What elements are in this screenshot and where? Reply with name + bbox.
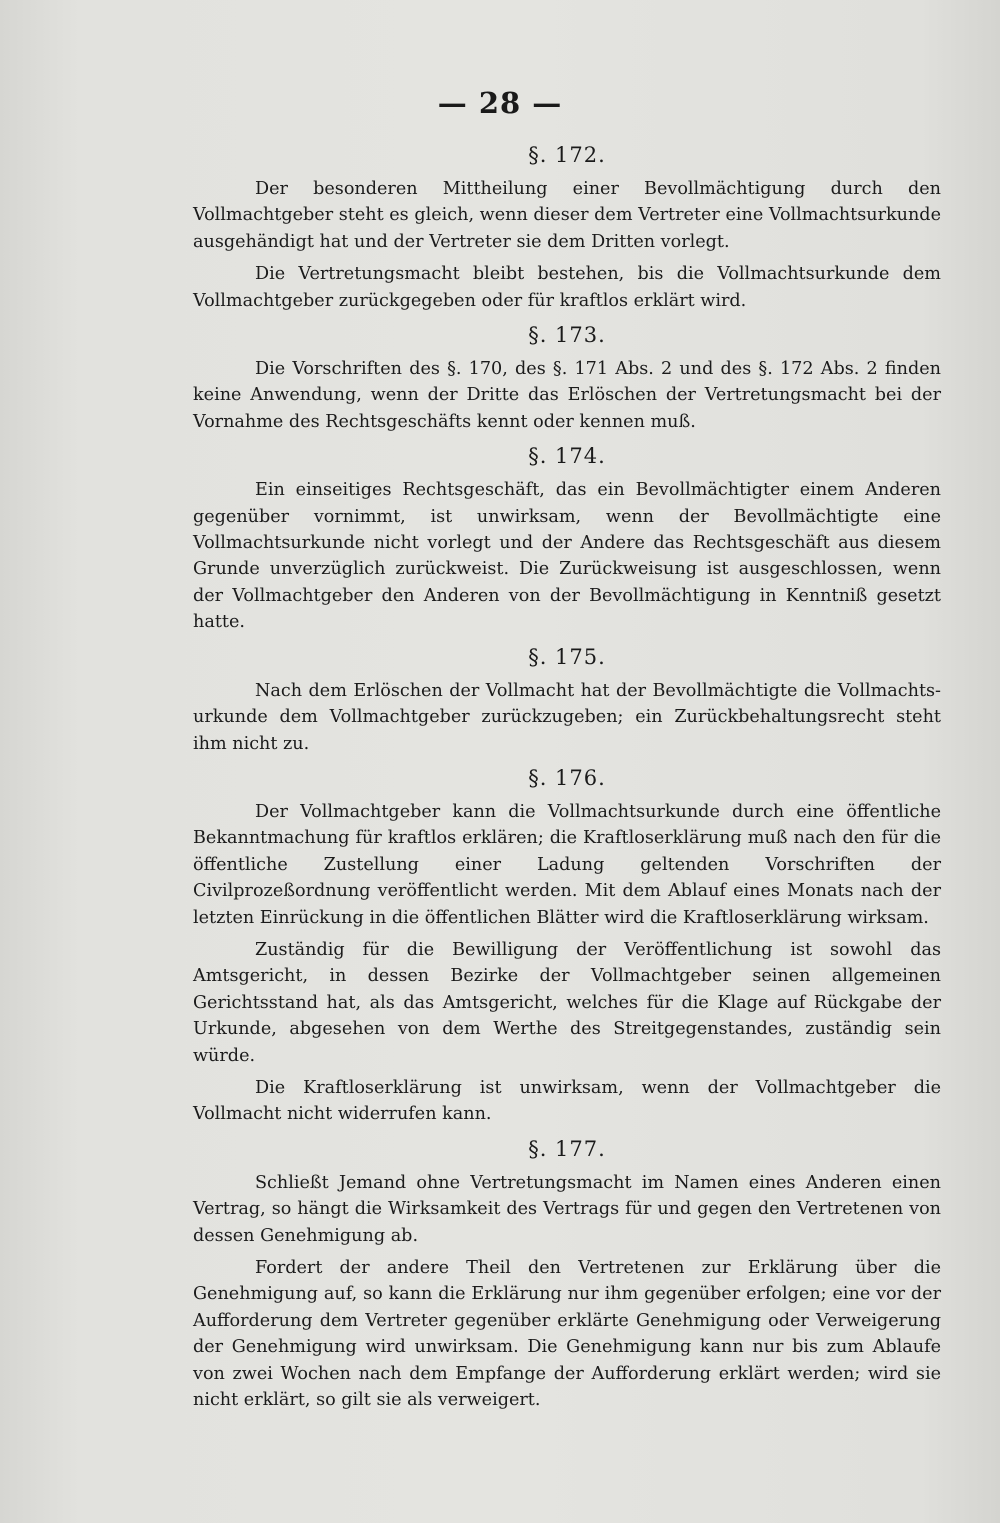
body-text (193, 140, 941, 1419)
section-177 (193, 1134, 941, 1414)
paragraph: Fordert der andere Theil den Vertretenen zur Erklärung über die Genehmigung auf, so kann die Erklärung nur ihm gegenüber erfolgen; eine vor der Aufforderung dem Vertreter gegenüber erklärte Genehmigung oder Verweigerung der Genehmigung wird unwirksam. Die Genehmigung kann nur bis zum Ablaufe von zwei Wochen nach dem Empfange der Aufforderung erklärt werden; wird sie nicht erklärt, so gilt sie als verweigert. (193, 1258, 941, 1411)
section-176 (193, 763, 941, 1128)
paragraph: Ein einseitiges Rechtsgeschäft, das ein Bevollmächtigter einem Anderen gegenüber vornimmt, ist unwirksam, wenn der Bevollmächtigte eine Vollmachtsurkunde nicht vorlegt und der Andere das Rechtsgeschäft aus diesem Grunde unverzüglich zurückweist. Die Zurückweisung ist ausgeschlossen, wenn der Vollmachtgeber den Anderen von der Bevollmächtigung in Kenntniß gesetzt hatte. (193, 480, 941, 633)
paragraph: Die Kraftloserklärung ist unwirksam, wenn der Vollmachtgeber die Vollmacht nicht widerrufen kann. (193, 1077, 941, 1125)
paragraph: Der besonderen Mittheilung einer Bevollmächtigung durch den Vollmachtgeber steht es gleich, wenn dieser dem Vertreter eine Vollmachtsurkunde ausgehändigt hat und der Vertreter sie dem Dritten vorlegt. (193, 179, 941, 252)
section-heading: §. 172. (528, 143, 606, 167)
section-173 (193, 320, 941, 435)
paragraph: Der Vollmachtgeber kann die Vollmachtsurkunde durch eine öffentliche Bekanntmachung für kraftlos erklären; die Kraftloserklärung muß nach den für die öffentliche Zustellung einer Ladung geltenden Vorschriften der Civilprozeßordnung veröffentlicht werden. Mit dem Ablauf eines Monats nach der letzten Einrückung in die öffentlichen Blätter wird die Kraftloserklärung wirksam. (193, 801, 941, 928)
section-heading: §. 176. (528, 765, 606, 790)
section-heading: §. 175. (528, 644, 606, 669)
paragraph: Schließt Jemand ohne Vertretungsmacht im Namen eines Anderen einen Vertrag, so hängt die Wirksamkeit des Vertrags für und gegen den Vertretenen von dessen Genehmigung ab. (193, 1172, 941, 1246)
section-172 (193, 140, 941, 314)
paragraph: Nach dem Erlöschen der Vollmacht hat der Bevollmächtigte die Vollmachtsurkunde dem Vollmachtgeber zurückzugeben; ein Zurückbehaltungsrecht steht ihm nicht zu. (193, 680, 941, 754)
paragraph: Zuständig für die Bewilligung der Veröffentlichung ist sowohl das Amtsgericht, in dessen Bezirke der Vollmachtgeber seinen allgemeinen Gerichtsstand hat, als das Amtsgericht, welches für die Klage auf Rückgabe der Urkunde, abgesehen von dem Werthe des Streitgegenstandes, zuständig sein würde. (193, 939, 941, 1066)
page-number: — 28 — (437, 86, 563, 120)
paragraph: Die Vertretungsmacht bleibt bestehen, bis die Vollmachtsurkunde dem Vollmachtgeber zurückgegeben oder für kraftlos erklärt wird. (193, 264, 941, 311)
section-175 (193, 642, 941, 757)
section-heading: §. 173. (528, 323, 606, 348)
section-174 (193, 441, 941, 635)
section-heading: §. 174. (528, 444, 606, 469)
paragraph: Die Vorschriften des §. 170, des §. 171 Abs. 2 und des §. 172 Abs. 2 finden keine Anwendung, wenn der Dritte das Erlöschen der Vertretungsmacht bei der Vornahme des Rechtsgeschäfts kennt oder kennen muß. (193, 359, 941, 432)
section-heading: §. 177. (528, 1136, 606, 1161)
